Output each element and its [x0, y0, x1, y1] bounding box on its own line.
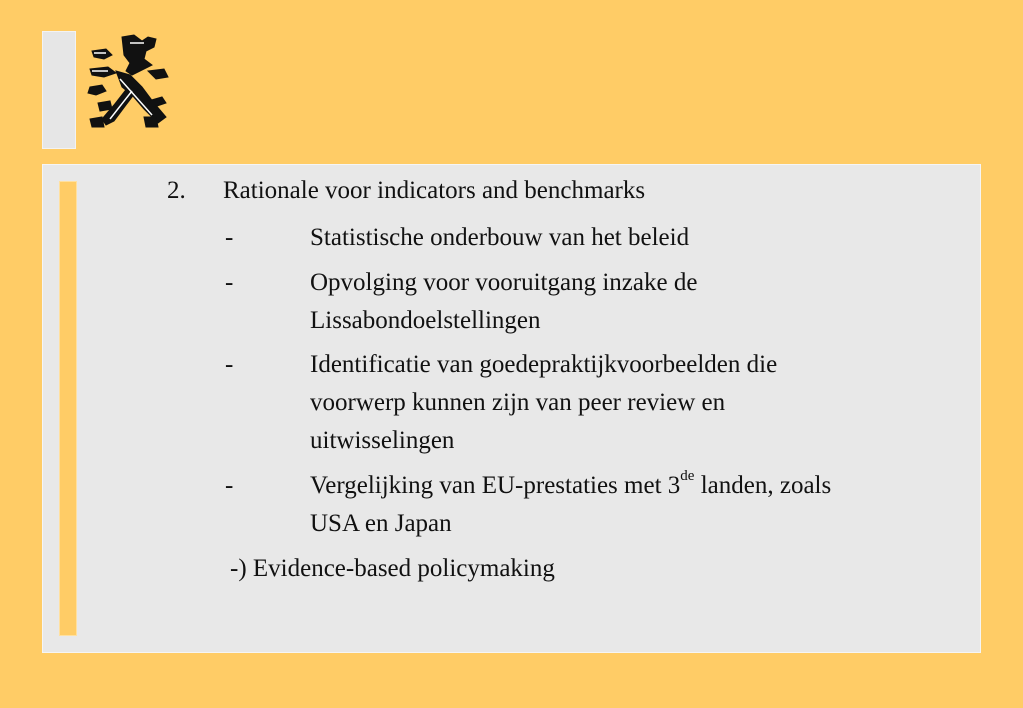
bullet-1-line-1: Statistische onderbouw van het beleid [310, 224, 690, 251]
heading-text: Rationale voor indicators and benchmarks [223, 177, 646, 204]
heading-number: 2. [167, 177, 186, 204]
bullet-4-line-2: USA en Japan [310, 510, 452, 537]
flemish-lion-icon [82, 31, 172, 131]
bullet-4-text-b: landen, zoals [694, 472, 832, 499]
bullet-marker: - [225, 269, 234, 296]
bullet-2-line-1: Opvolging voor vooruitgang inzake de [310, 269, 698, 296]
bullet-3-line-3: uitwisselingen [310, 427, 455, 454]
bullet-3-line-1: Identificatie van goedepraktijkvoorbeelden die [310, 351, 778, 378]
logo-side-bar [42, 31, 76, 149]
panel-accent-bar [59, 181, 77, 636]
bullet-2-line-2: Lissabondoelstellingen [310, 307, 541, 334]
footer-line: -) Evidence-based policymaking [230, 555, 555, 582]
bullet-marker: - [225, 224, 234, 251]
bullet-marker: - [225, 472, 234, 499]
bullet-3-line-2: voorwerp kunnen zijn van peer review en [310, 389, 726, 416]
bullet-4-text-a: Vergelijking van EU-prestaties met 3 [310, 472, 681, 499]
bullet-4-superscript: de [680, 468, 695, 484]
bullet-4-line-1 [310, 467, 831, 505]
bullet-marker: - [225, 351, 234, 378]
